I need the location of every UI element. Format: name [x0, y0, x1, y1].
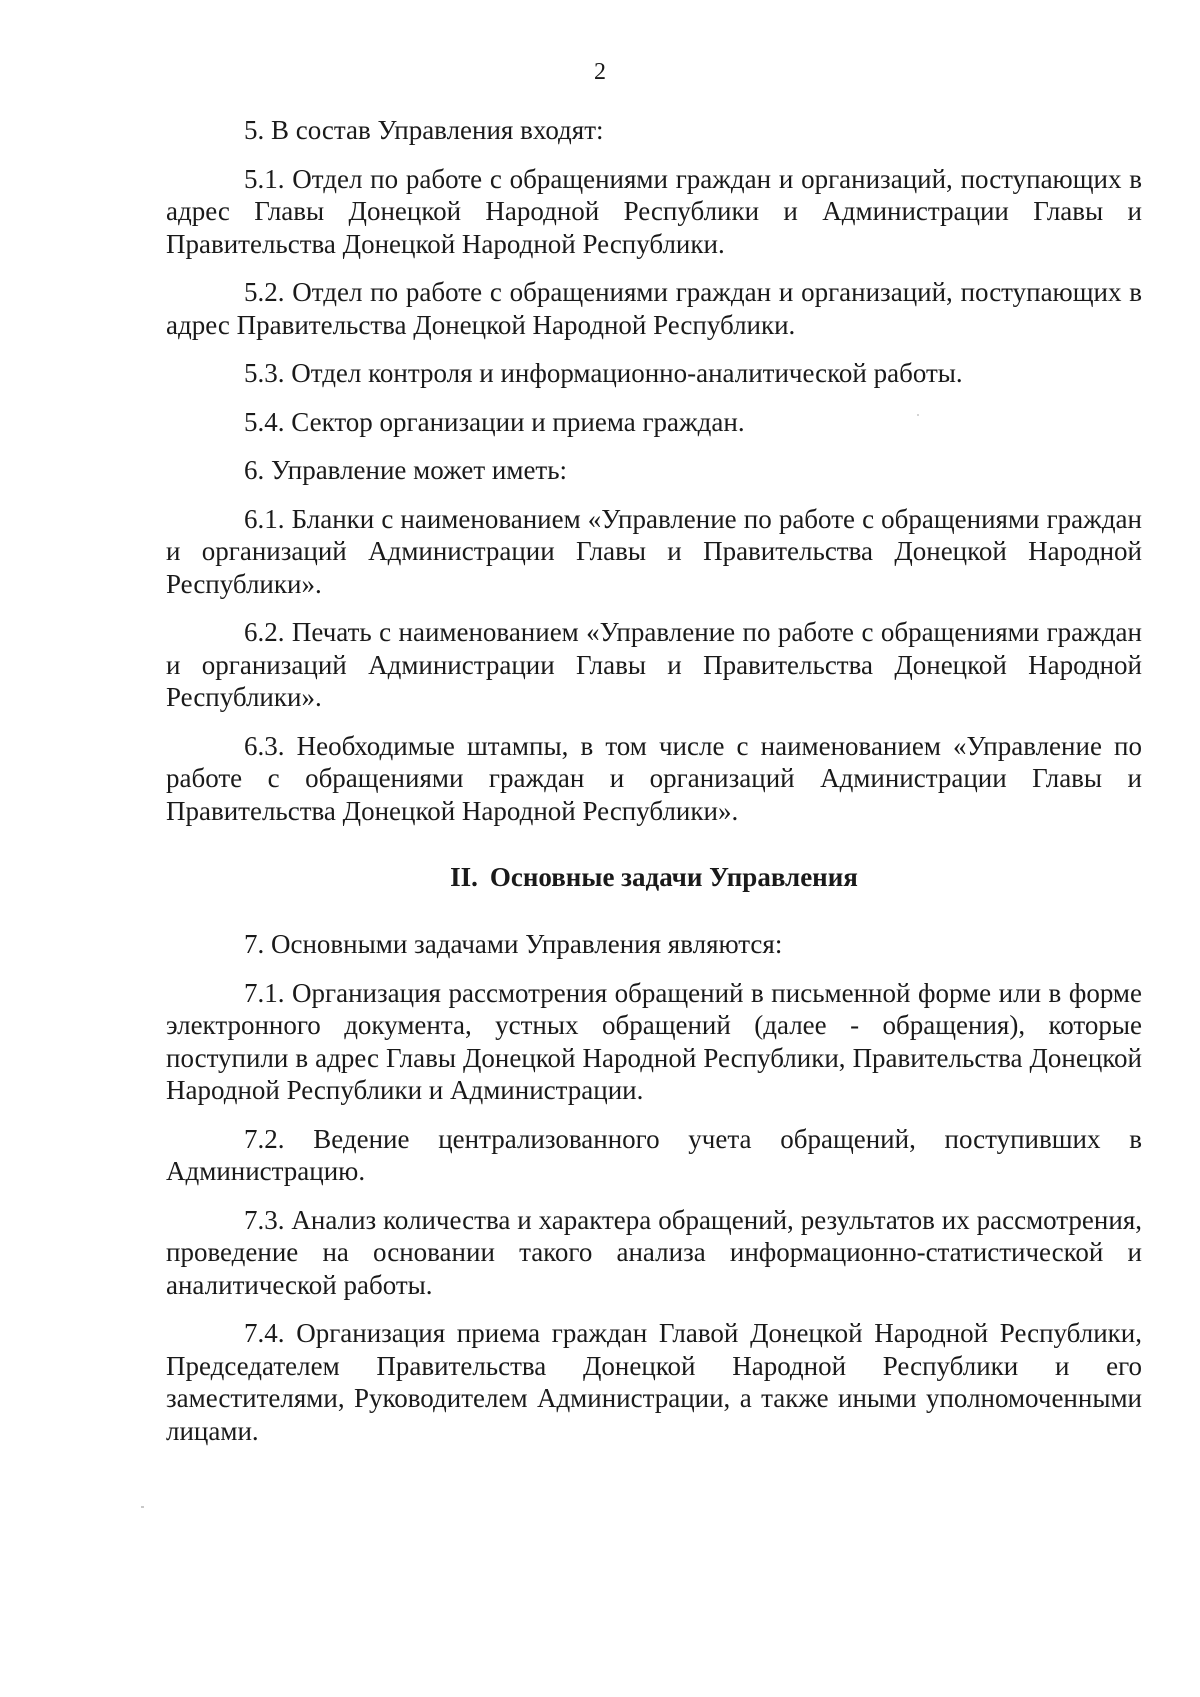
section-title: Основные задачи Управления: [489, 862, 858, 892]
paragraph-5-4: 5.4. Сектор организации и приема граждан.: [244, 406, 745, 437]
section-number: II.: [450, 862, 478, 892]
document-body: [166, 114, 1142, 1463]
paragraph-7-4: 7.4. Организация приема граждан Главой Донецкой Народной Республики, Председателем Правительства Донецкой Народной Республики и его заместителями, Руководителем Администрации, а также иными уполномоченными лицами.: [166, 1318, 1142, 1446]
page-number: 2: [594, 59, 606, 85]
paragraph-7: 7. Основными задачами Управления являются:: [244, 929, 783, 959]
paragraph-6-2: 6.2. Печать с наименованием «Управление по работе с обращениями граждан и организаций Администрации Главы и Правительства Донецкой Народной Республики».: [166, 617, 1142, 712]
scan-speck: [141, 1506, 144, 1508]
paragraph-7-2: 7.2. Ведение централизованного учета обращений, поступивших в Администрацию.: [166, 1123, 1142, 1186]
paragraph-6-1: 6.1. Бланки с наименованием «Управление по работе с обращениями граждан и организаций Администрации Главы и Правительства Донецкой Народной Республики».: [166, 503, 1142, 599]
paragraph-6-3: 6.3. Необходимые штампы, в том числе с наименованием «Управление по работе с обращениями граждан и организаций Администрации Главы и Правительства Донецкой Народной Республики».: [166, 730, 1142, 826]
paragraph-5-1: 5.1. Отдел по работе с обращениями граждан и организаций, поступающих в адрес Главы Донецкой Народной Республики и Администрации Главы и Правительства Донецкой Народной Республики.: [166, 163, 1142, 259]
paragraph-5-2: 5.2. Отдел по работе с обращениями граждан и организаций, поступающих в адрес Правительства Донецкой Народной Республики.: [166, 277, 1142, 340]
paragraph-6: 6. Управление может иметь:: [244, 455, 568, 485]
paragraph-7-3: 7.3. Анализ количества и характера обращений, результатов их рассмотрения, проведение на основании такого анализа информационно-статистической и аналитической работы.: [166, 1204, 1142, 1300]
section-heading: [166, 861, 1142, 893]
scan-speck: [917, 414, 919, 416]
paragraph-7-1: 7.1. Организация рассмотрения обращений в письменной форме или в форме электронного документа, устных обращений (далее - обращения), которые поступили в адрес Главы Донецкой Народной Республики, Правительства Донецкой Народной Республики и Администрации.: [166, 977, 1142, 1105]
paragraph-5: 5. В состав Управления входят:: [244, 115, 604, 145]
paragraph-5-3: 5.3. Отдел контроля и информационно-аналитической работы.: [244, 358, 963, 388]
